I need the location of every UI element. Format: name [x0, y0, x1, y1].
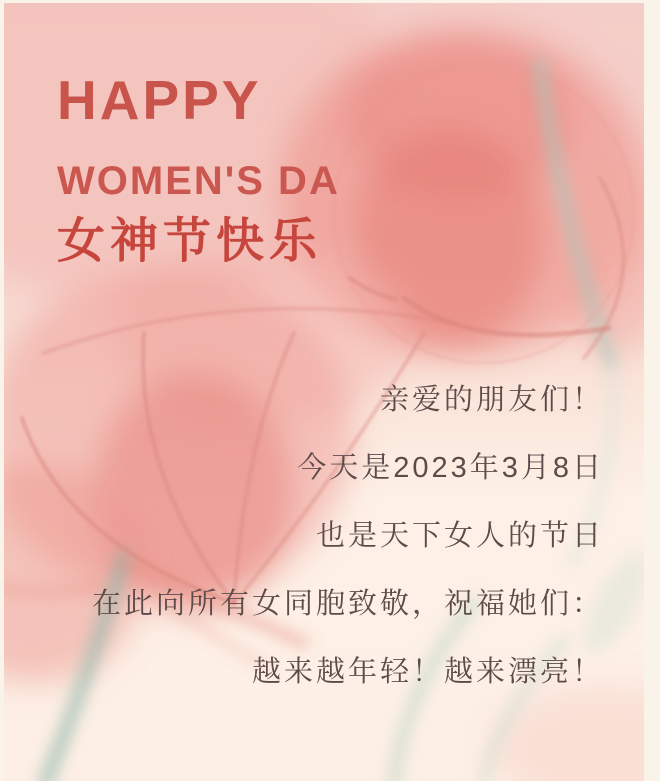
message-line-date: 今天是2023年3月8日 — [297, 452, 604, 484]
title-chinese-goddess-day: 女神节快乐 — [57, 215, 323, 268]
message-line-salute: 在此向所有女同胞致敬，祝福她们： — [91, 588, 604, 620]
message-line-dear-friends: 亲爱的朋友们！ — [379, 384, 604, 416]
message-line-festival: 也是天下女人的节日 — [315, 520, 604, 552]
greeting-message — [40, 366, 604, 706]
title-womens-day: WOMEN'S DA — [57, 159, 340, 203]
headline-block — [57, 69, 340, 268]
title-happy: HAPPY — [57, 69, 262, 131]
message-line-wish: 越来越年轻！越来漂亮！ — [251, 656, 604, 688]
